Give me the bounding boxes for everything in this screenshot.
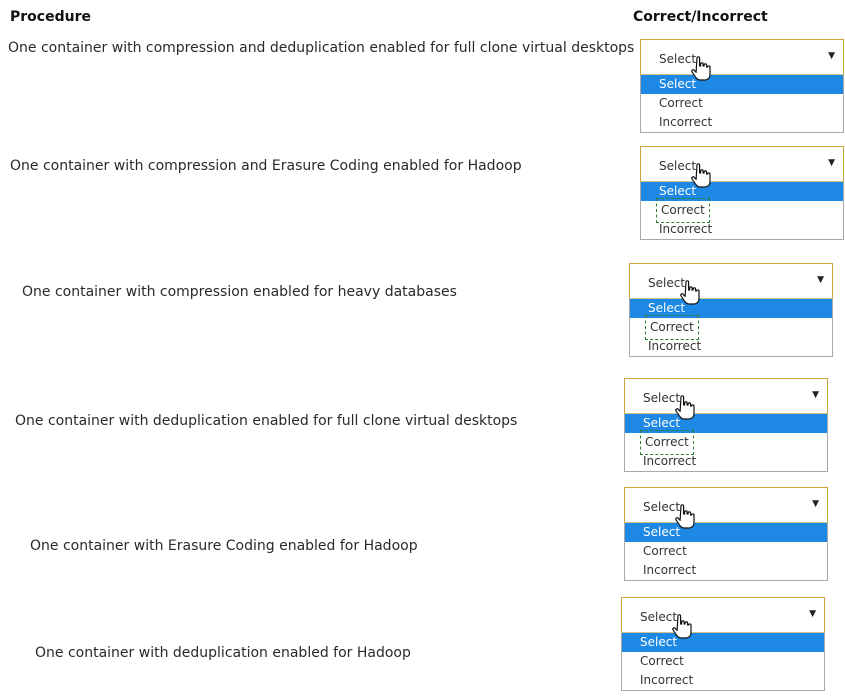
dropdown-option-select[interactable]	[625, 414, 827, 433]
dropdown-option-select[interactable]	[641, 75, 843, 94]
procedure-text: One container with Erasure Coding enabled for Hadoop	[30, 538, 418, 554]
answer-dropdown[interactable]	[621, 597, 825, 693]
dropdown-option-incorrect[interactable]	[622, 671, 824, 690]
caret-down-icon[interactable]: ▼	[828, 51, 835, 61]
caret-down-icon[interactable]: ▼	[817, 275, 824, 285]
dropdown-select-box[interactable]	[624, 378, 828, 414]
dropdown-selected-value: Select	[659, 159, 697, 173]
dropdown-option-label: Incorrect	[640, 673, 694, 687]
dropdown-option-correct[interactable]	[625, 542, 827, 561]
hand-pointer-icon	[691, 56, 713, 82]
dropdown-option-correct[interactable]	[625, 433, 827, 452]
dropdown-option-incorrect[interactable]	[625, 452, 827, 471]
dropdown-selected-value: Select	[643, 391, 681, 405]
dropdown-selected-value: Select	[643, 500, 681, 514]
dropdown-option-incorrect[interactable]	[641, 113, 843, 132]
answer-dropdown[interactable]	[629, 263, 833, 359]
dropdown-option-select[interactable]	[622, 633, 824, 652]
dropdown-select-box[interactable]	[621, 597, 825, 633]
dropdown-option-select[interactable]	[625, 523, 827, 542]
dropdown-option-correct[interactable]	[630, 318, 832, 337]
dropdown-option-label: Correct	[643, 544, 687, 558]
dropdown-option-incorrect[interactable]	[625, 561, 827, 580]
dropdown-options-list	[640, 182, 844, 240]
procedure-text: One container with deduplication enabled for Hadoop	[35, 645, 411, 661]
dropdown-select-box[interactable]	[640, 146, 844, 182]
dropdown-options-list	[624, 523, 828, 581]
dropdown-option-label: Correct	[643, 433, 691, 452]
caret-down-icon[interactable]: ▼	[828, 158, 835, 168]
caret-down-icon[interactable]: ▼	[812, 499, 819, 509]
dropdown-option-select[interactable]	[630, 299, 832, 318]
dropdown-option-label: Incorrect	[643, 563, 697, 577]
hand-pointer-icon	[680, 280, 702, 306]
dropdown-option-label: Correct	[640, 654, 684, 668]
dropdown-option-label: Incorrect	[659, 115, 713, 129]
dropdown-option-label: Select	[659, 77, 697, 91]
dropdown-option-label: Select	[643, 525, 681, 539]
dropdown-option-label: Select	[643, 416, 681, 430]
procedure-text: One container with compression enabled for heavy databases	[22, 284, 457, 300]
dropdown-options-list	[621, 633, 825, 691]
dropdown-option-label: Correct	[648, 318, 696, 337]
dropdown-option-correct[interactable]	[641, 94, 843, 113]
dropdown-options-list	[640, 75, 844, 133]
dropdown-option-incorrect[interactable]	[630, 337, 832, 356]
dropdown-options-list	[624, 414, 828, 472]
procedure-text: One container with deduplication enabled for full clone virtual desktops	[15, 413, 518, 429]
dropdown-option-label: Incorrect	[659, 222, 713, 236]
hand-pointer-icon	[675, 395, 697, 421]
dropdown-option-label: Select	[659, 184, 697, 198]
dropdown-selected-value: Select	[648, 276, 686, 290]
dropdown-option-correct[interactable]	[641, 201, 843, 220]
dropdown-select-box[interactable]	[629, 263, 833, 299]
caret-down-icon[interactable]: ▼	[809, 609, 816, 619]
caret-down-icon[interactable]: ▼	[812, 390, 819, 400]
dropdown-selected-value: Select	[659, 52, 697, 66]
dropdown-option-label: Correct	[659, 201, 707, 220]
dropdown-option-label: Select	[640, 635, 678, 649]
hand-pointer-icon	[675, 504, 697, 530]
dropdown-select-box[interactable]	[624, 487, 828, 523]
hand-pointer-icon	[691, 163, 713, 189]
dropdown-selected-value: Select	[640, 610, 678, 624]
dropdown-option-label: Select	[648, 301, 686, 315]
procedure-text: One container with compression and deduplication enabled for full clone virtual desktops	[8, 40, 635, 56]
dropdown-option-label: Incorrect	[643, 454, 697, 468]
hand-pointer-icon	[672, 614, 694, 640]
dropdown-option-label: Incorrect	[648, 339, 702, 353]
dropdown-option-incorrect[interactable]	[641, 220, 843, 239]
dropdown-option-correct[interactable]	[622, 652, 824, 671]
answer-dropdown[interactable]	[624, 487, 828, 583]
answer-dropdown[interactable]	[640, 146, 844, 242]
answer-dropdown[interactable]	[624, 378, 828, 474]
dropdown-options-list	[629, 299, 833, 357]
dropdown-select-box[interactable]	[640, 39, 844, 75]
header-correct-incorrect: Correct/Incorrect	[633, 9, 768, 25]
dropdown-option-select[interactable]	[641, 182, 843, 201]
procedure-text: One container with compression and Erasure Coding enabled for Hadoop	[10, 158, 522, 174]
dropdown-option-label: Correct	[659, 96, 703, 110]
header-procedure: Procedure	[10, 9, 91, 25]
answer-dropdown[interactable]	[640, 39, 844, 135]
